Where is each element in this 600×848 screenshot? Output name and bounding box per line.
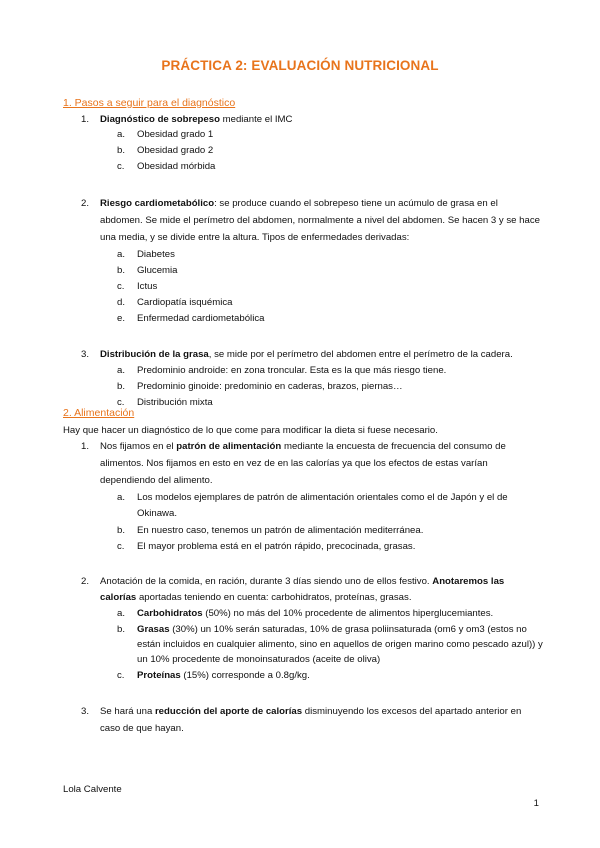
sub-text: Predominio ginoide: predominio en caderas, brazos, piernas… <box>137 381 403 392</box>
bold-term: Riesgo cardiometabólico <box>100 198 215 209</box>
sub-item <box>63 523 543 538</box>
sub-letter: b. <box>117 381 126 392</box>
list-item <box>63 703 543 737</box>
sub-letter: c. <box>117 161 125 172</box>
sub-letter: a. <box>117 129 126 140</box>
sub-letter: e. <box>117 313 126 324</box>
sub-item <box>63 539 543 554</box>
sub-letter: b. <box>117 624 126 635</box>
sub-item <box>63 363 543 378</box>
document-title: PRÁCTICA 2: EVALUACIÓN NUTRICIONAL <box>161 58 439 73</box>
list-number: 3. <box>81 349 90 360</box>
sub-text: Los modelos ejemplares de patrón de alimentación orientales como el de Japón y el de Okinawa. <box>137 492 508 519</box>
bold-term: patrón de alimentación <box>176 441 282 452</box>
sub-letter: a. <box>117 249 126 260</box>
bold-term: Distribución de la grasa <box>100 349 209 360</box>
sub-text: Obesidad grado 2 <box>137 145 214 156</box>
item-text: Se hará una <box>100 706 155 717</box>
sub-letter: c. <box>117 541 125 552</box>
sub-letter: a. <box>117 608 126 619</box>
bold-term: Proteínas <box>137 670 181 681</box>
sub-letter: b. <box>117 265 126 276</box>
bold-term: Diagnóstico de sobrepeso <box>100 114 220 125</box>
sub-letter: a. <box>117 492 126 503</box>
sub-text: (50%) no más del 10% procedente de alimentos hiperglucemiantes. <box>202 608 494 619</box>
sub-letter: d. <box>117 297 126 308</box>
sub-item <box>63 247 543 262</box>
bold-term: reducción del aporte de calorías <box>154 706 303 717</box>
list-number: 1. <box>81 441 90 452</box>
sub-item <box>63 395 543 410</box>
list-number: 3. <box>81 706 90 717</box>
sub-item <box>63 311 543 326</box>
footer-author: Lola Calvente <box>63 784 122 795</box>
item-text: Anotación de la comida, en ración, durante 3 días siendo uno de ellos festivo. <box>100 576 433 587</box>
section-1-title: 1. Pasos a seguir para el diagnóstico <box>63 97 236 109</box>
sub-text: Obesidad grado 1 <box>137 129 214 140</box>
sub-text: (30%) un 10% serán saturadas, 10% de grasa poliinsaturada (om6 y om3 (estos no están incluidos en cualquier alimento, sino en aquellos de origen marino como pescado azul)) y un 10% procedente de monoinsaturados (aceite de oliva) <box>137 624 543 665</box>
sub-item <box>63 668 543 683</box>
sub-text: Glucemia <box>137 265 178 276</box>
sub-text: Ictus <box>137 281 158 292</box>
section-2-content <box>63 423 543 737</box>
sub-item <box>63 295 543 310</box>
item-text: Nos fijamos en el <box>100 441 177 452</box>
list-number: 2. <box>81 198 90 209</box>
section-2-intro: Hay que hacer un diagnóstico de lo que come para modificar la dieta si fuese necesario. <box>63 425 438 436</box>
sub-item <box>63 379 543 394</box>
list-item <box>63 195 543 246</box>
page-number: 1 <box>533 798 539 809</box>
sub-item <box>63 143 543 158</box>
sub-item <box>63 127 543 142</box>
list-item <box>63 347 543 362</box>
sub-item <box>63 263 543 278</box>
list-item <box>63 112 543 127</box>
sub-letter: c. <box>117 281 125 292</box>
sub-letter: c. <box>117 397 125 408</box>
list-number: 2. <box>81 576 90 587</box>
sub-text: El mayor problema está en el patrón rápido, precocinada, grasas. <box>137 541 416 552</box>
sub-text: Obesidad mórbida <box>137 161 216 172</box>
sub-item <box>63 490 543 522</box>
list-number: 1. <box>81 114 90 125</box>
sub-text: Diabetes <box>137 249 175 260</box>
bold-term: Carbohidratos <box>137 608 203 619</box>
sub-text: Distribución mixta <box>137 397 213 408</box>
sub-item <box>63 622 543 667</box>
sub-text: (15%) corresponde a 0.8g/kg. <box>180 670 310 681</box>
sub-letter: a. <box>117 365 126 376</box>
item-text: mediante el IMC <box>219 114 293 125</box>
sub-item <box>63 279 543 294</box>
item-text: : se produce cuando el sobrepeso tiene un acúmulo de grasa en el abdomen. Se mide el perímetro del abdomen, normalmente a nivel del abdomen. Se hacen 3 y se hace una media, y se divide entre la altura. Tipos de enfermedades derivadas: <box>100 198 540 243</box>
sub-letter: b. <box>117 525 126 536</box>
list-item <box>63 438 543 489</box>
sub-text: Predominio androide: en zona troncular. Esta es la que más riesgo tiene. <box>137 365 447 376</box>
bold-term: Anotaremos las calorías <box>100 576 505 603</box>
bold-term: Grasas <box>137 624 170 635</box>
item-text: mediante la encuesta de frecuencia del consumo de alimentos. Nos fijamos en esto en vez de en las calorías ya que los efectos de estas varían dependiendo del alimento. <box>100 441 506 486</box>
section-1-list <box>63 112 543 410</box>
list-item <box>63 574 543 606</box>
sub-text: Cardiopatía isquémica <box>137 297 233 308</box>
sub-item <box>63 159 543 174</box>
sub-item <box>63 606 543 621</box>
item-text: disminuyendo los excesos del apartado anterior en caso de que hayan. <box>100 706 522 734</box>
sub-letter: c. <box>117 670 125 681</box>
section-2-title: 2. Alimentación <box>63 407 135 419</box>
sub-text: En nuestro caso, tenemos un patrón de alimentación mediterránea. <box>137 525 424 536</box>
item-text: , se mide por el perímetro del abdomen entre el perímetro de la cadera. <box>208 349 513 360</box>
sub-text: Enfermedad cardiometabólica <box>137 313 265 324</box>
item-text: aportadas teniendo en cuenta: carbohidratos, proteínas, grasas. <box>136 592 412 603</box>
sub-letter: b. <box>117 145 126 156</box>
